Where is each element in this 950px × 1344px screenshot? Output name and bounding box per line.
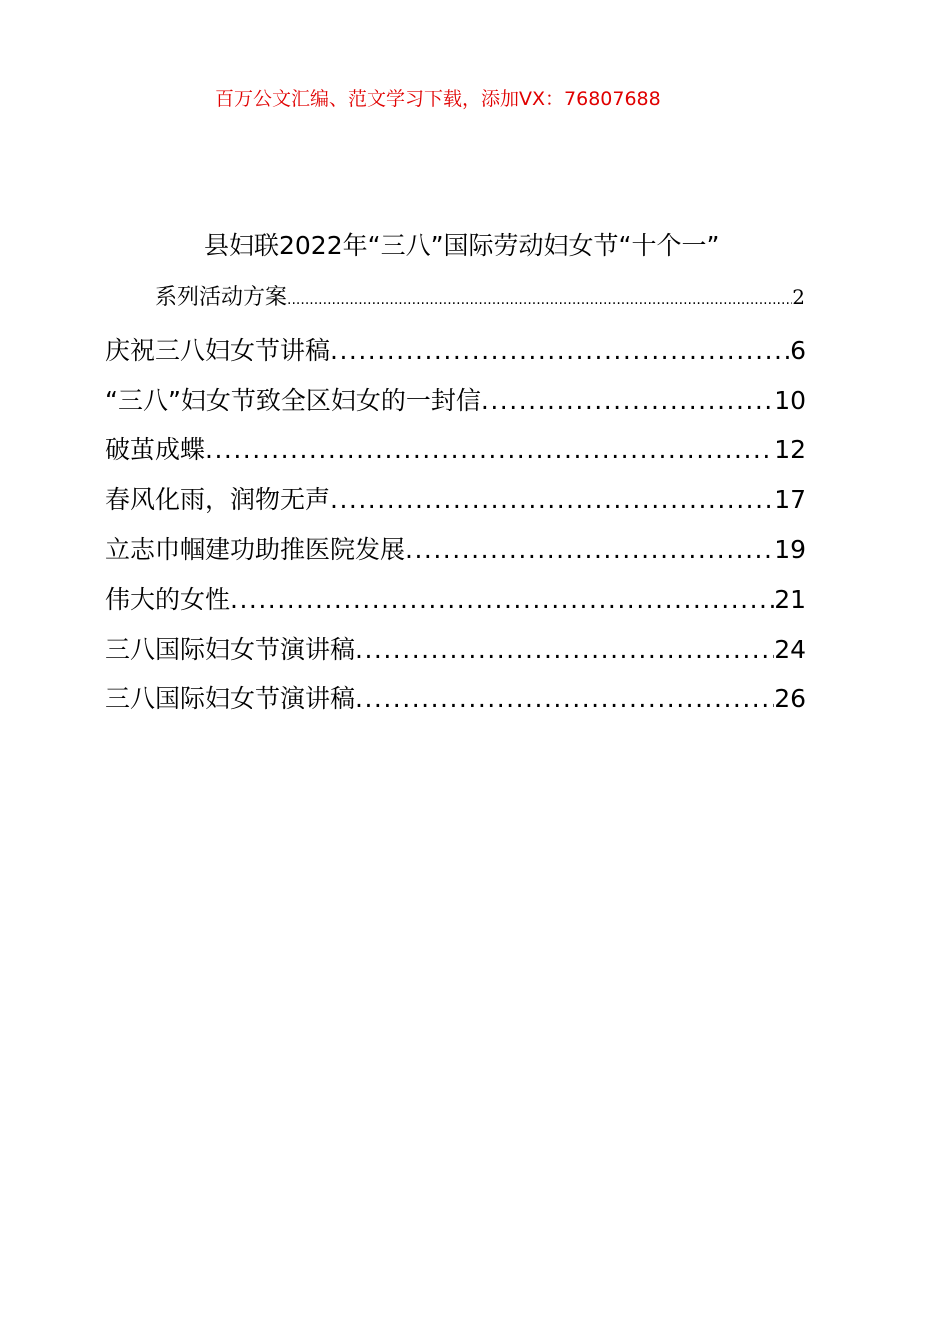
toc-page-number: 19 xyxy=(774,535,806,564)
toc-page-number: 6 xyxy=(790,336,806,365)
toc-dot-leader xyxy=(330,485,774,514)
toc-entry[interactable] xyxy=(105,630,806,666)
header-note: 百万公文汇编、范文学习下载，添加VX：76807688 xyxy=(215,88,661,110)
toc-entry-first[interactable] xyxy=(155,280,805,311)
toc-entry-title: 立志巾帼建功助推医院发展 xyxy=(105,535,406,564)
toc-dot-leader xyxy=(355,635,774,664)
toc-page-number: 26 xyxy=(774,684,806,713)
toc-page-number: 24 xyxy=(774,635,806,664)
toc-page-number: 21 xyxy=(774,585,806,614)
toc-dot-leader xyxy=(205,435,774,464)
toc-entry[interactable] xyxy=(105,430,806,466)
toc-dot-leader xyxy=(405,535,774,564)
toc-entry-title: 三八国际妇女节演讲稿 xyxy=(105,635,356,664)
toc-entry-title-line1[interactable]: 县妇联2022年“三八”国际劳动妇女节“十个一” xyxy=(204,231,720,260)
toc-entry-title-line2: 系列活动方案 xyxy=(155,285,288,310)
toc-page-number: 2 xyxy=(792,285,805,309)
toc-entry[interactable] xyxy=(105,381,806,417)
toc-entry[interactable] xyxy=(105,580,806,616)
toc-entry-title: 伟大的女性 xyxy=(105,585,231,614)
toc-page-number: 10 xyxy=(774,386,806,415)
toc-entry[interactable] xyxy=(105,679,806,715)
toc-page-number: 17 xyxy=(774,485,806,514)
toc-dot-leader xyxy=(230,585,774,614)
toc-dot-leader xyxy=(355,684,774,713)
toc-entry[interactable] xyxy=(105,331,806,367)
toc-entry[interactable] xyxy=(105,530,806,566)
toc-entry[interactable] xyxy=(105,480,806,516)
toc-entry-title: 三八国际妇女节演讲稿 xyxy=(105,684,356,713)
toc-entry-title: “三八”妇女节致全区妇女的一封信 xyxy=(105,386,481,415)
toc-dot-leader xyxy=(287,285,792,310)
toc-dot-leader xyxy=(481,386,774,415)
toc-dot-leader xyxy=(330,336,790,365)
toc-entry-title: 庆祝三八妇女节讲稿 xyxy=(105,336,331,365)
toc-entry-title: 破茧成蝶 xyxy=(105,435,206,464)
toc-page-number: 12 xyxy=(774,435,806,464)
toc-entry-title: 春风化雨，润物无声 xyxy=(105,485,331,514)
